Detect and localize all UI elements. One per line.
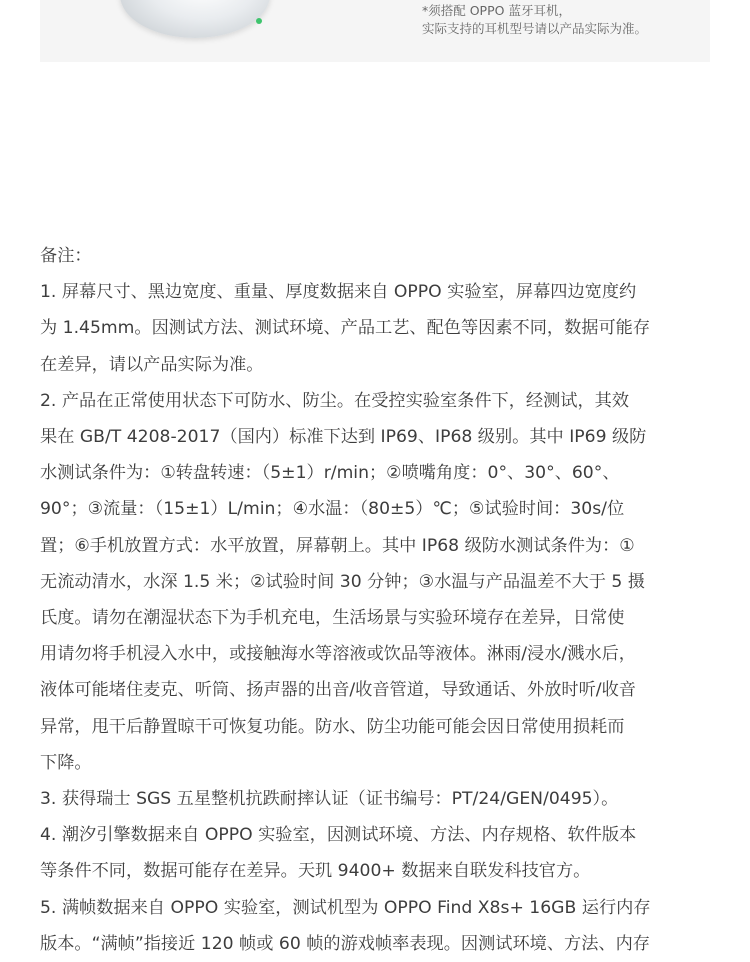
notes-line: 2. 产品在正常使用状态下可防水、防尘。在受控实验室条件下，经测试，其效 xyxy=(40,390,630,411)
notes-line: 等条件不同，数据可能存在差异。天玑 9400+ 数据来自联发科技官方。 xyxy=(40,861,591,882)
earbud-case-image xyxy=(120,0,270,38)
earbud-indicator-light xyxy=(256,18,262,24)
notes-section xyxy=(40,238,712,962)
notes-heading: 备注： xyxy=(40,246,92,266)
footnote-line-2: 实际支持的耳机型号请以产品实际为准。 xyxy=(422,21,648,36)
notes-line: 置；⑥手机放置方式：水平放置，屏幕朝上。其中 IP68 级防水测试条件为：① xyxy=(40,535,635,556)
notes-line: 在差异，请以产品实际为准。 xyxy=(40,354,264,375)
notes-line: 90°；③流量：（15±1）L/min；④水温：（80±5）℃；⑤试验时间：30s/位 xyxy=(40,499,625,520)
notes-line: 异常，甩干后静置晾干可恢复功能。防水、防尘功能可能会因日常使用损耗而 xyxy=(40,716,625,737)
notes-line: 为 1.45mm。因测试方法、测试环境、产品工艺、配色等因素不同，数据可能存 xyxy=(40,318,651,339)
notes-line: 版本。“满帧”指接近 120 帧或 60 帧的游戏帧率表现。因测试环境、方法、内存 xyxy=(40,933,650,954)
notes-line: 1. 屏幕尺寸、黑边宽度、重量、厚度数据来自 OPPO 实验室，屏幕四边宽度约 xyxy=(40,282,637,303)
earbuds-footnote xyxy=(422,2,710,38)
notes-line: 果在 GB/T 4208-2017（国内）标准下达到 IP69、IP68 级别。其中 IP69 级防 xyxy=(40,427,647,448)
notes-line: 5. 满帧数据来自 OPPO 实验室，测试机型为 OPPO Find X8s+ 16GB 运行内存 xyxy=(40,897,651,918)
notes-line: 用请勿将手机浸入水中，或接触海水等溶液或饮品等液体。淋雨/浸水/溅水后， xyxy=(40,644,636,665)
notes-line: 氏度。请勿在潮湿状态下为手机充电，生活场景与实验环境存在差异，日常使 xyxy=(40,608,625,629)
notes-line: 4. 潮汐引擎数据来自 OPPO 实验室，因测试环境、方法、内存规格、软件版本 xyxy=(40,825,637,846)
notes-line: 液体可能堵住麦克、听筒、扬声器的出音/收音管道，导致通话、外放时听/收音 xyxy=(40,680,636,701)
notes-line: 3. 获得瑞士 SGS 五星整机抗跌耐摔认证（证书编号：PT/24/GEN/0495）。 xyxy=(40,789,619,810)
earbuds-promo-card xyxy=(40,0,710,62)
notes-line: 下降。 xyxy=(40,752,92,773)
footnote-line-1: *须搭配 OPPO 蓝牙耳机， xyxy=(422,3,571,18)
notes-line: 无流动清水，水深 1.5 米；②试验时间 30 分钟；③水温与产品温差不大于 5 摄 xyxy=(40,571,645,592)
notes-line: 水测试条件为：①转盘转速：（5±1）r/min；②喷嘴角度：0°、30°、60°、 xyxy=(40,463,620,484)
